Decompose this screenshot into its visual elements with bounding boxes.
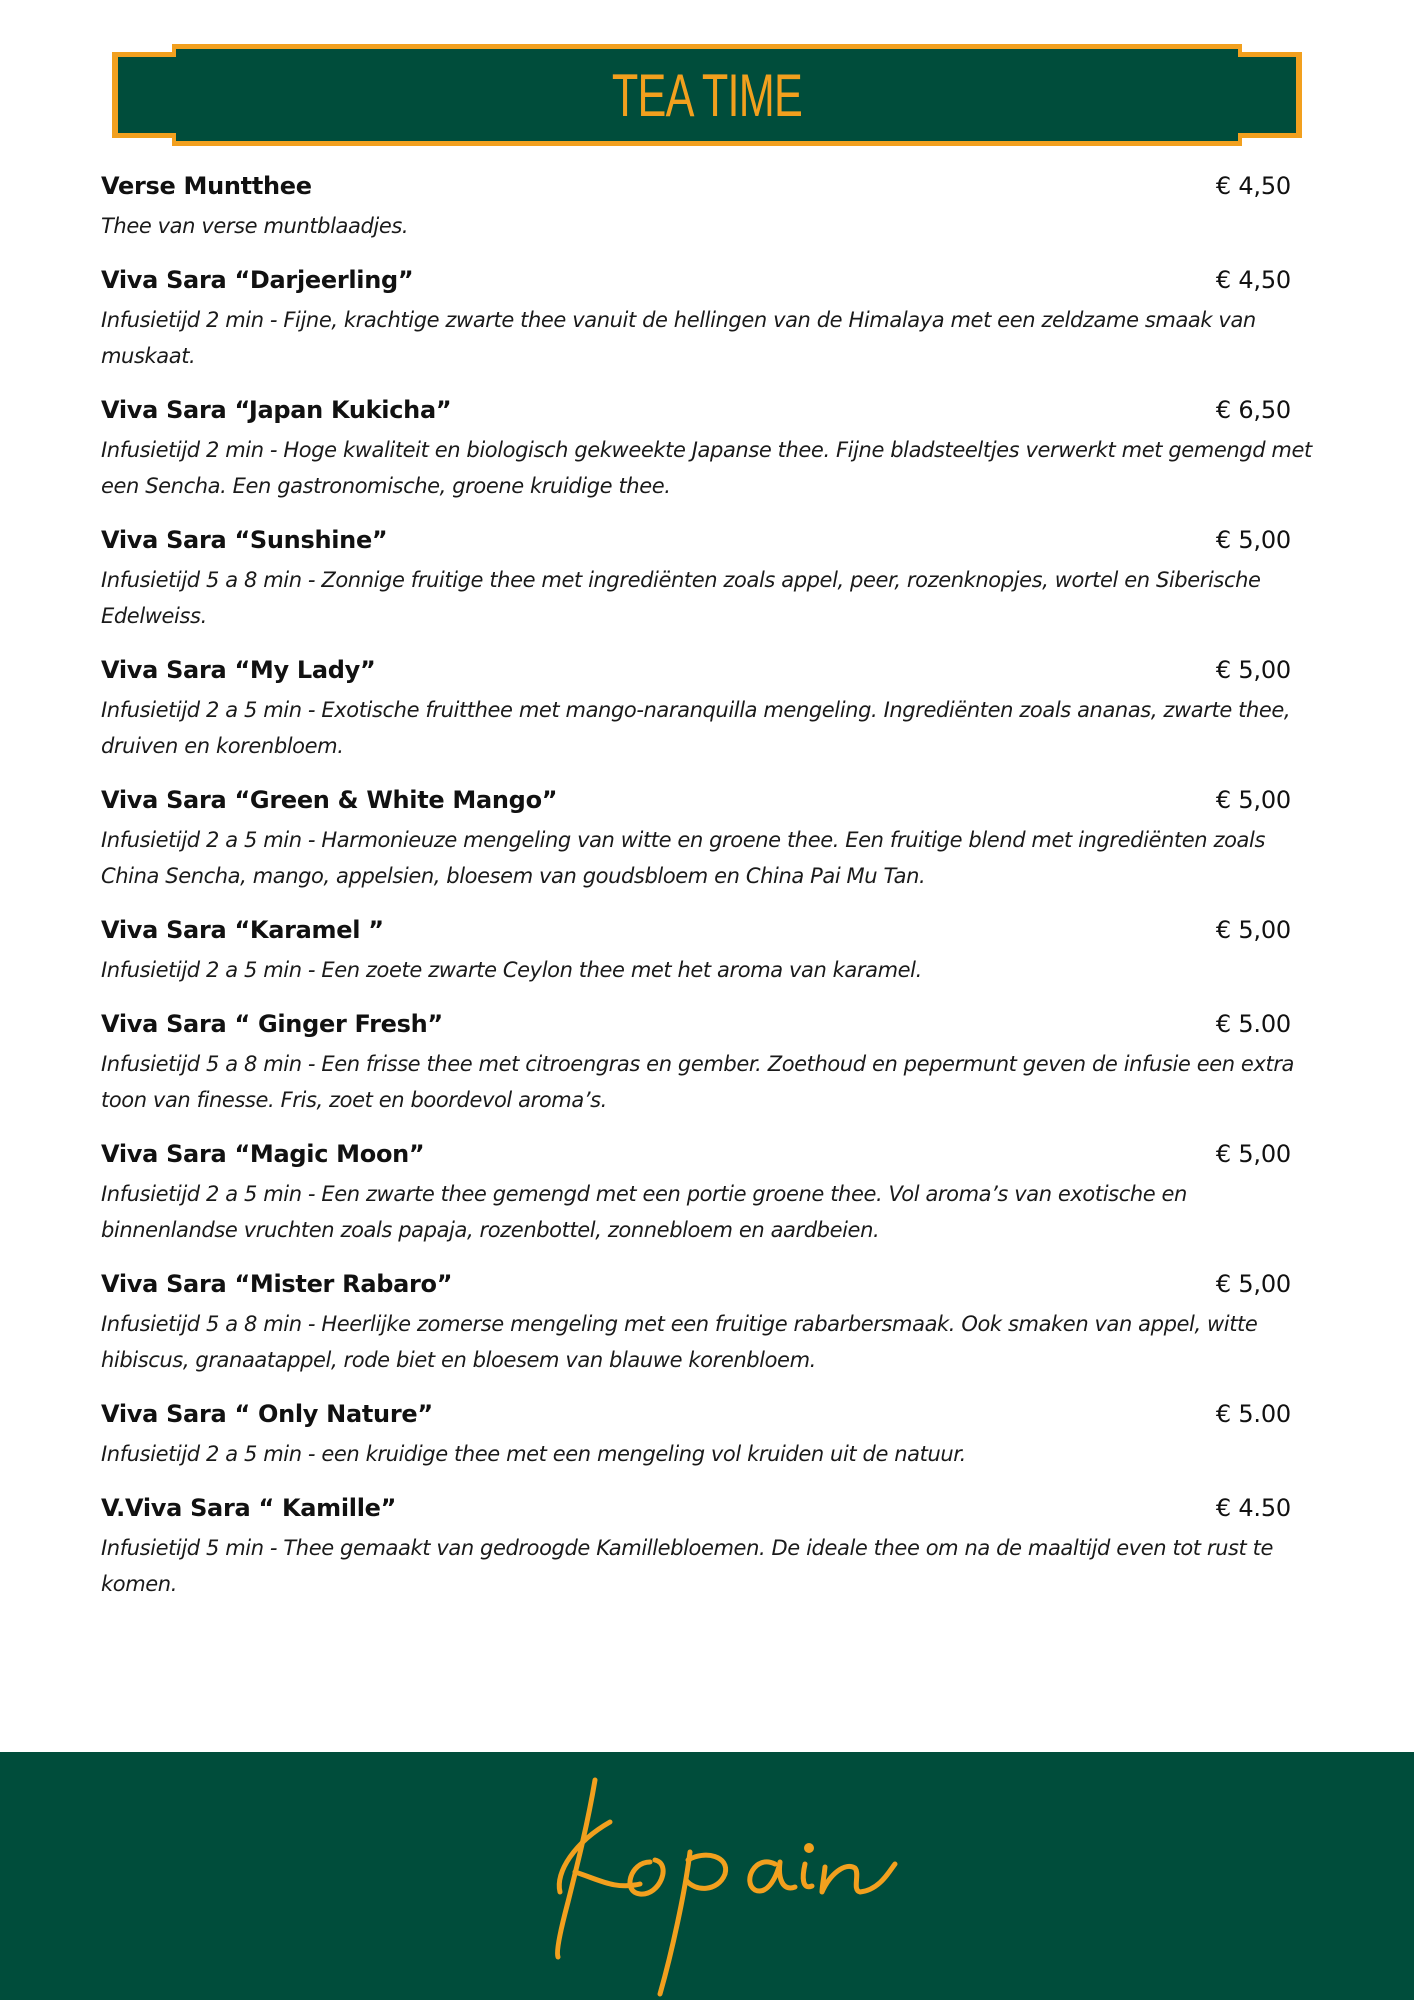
menu-item-price: € 5,00 — [1215, 786, 1291, 814]
menu-item-name: Viva Sara “Magic Moon” — [101, 1140, 425, 1168]
menu-item — [101, 266, 1321, 374]
menu-item — [101, 1010, 1321, 1118]
menu-item — [101, 526, 1321, 634]
menu-item-price: € 5,00 — [1215, 526, 1291, 554]
header-banner — [112, 44, 1302, 146]
menu-item-price: € 5.00 — [1215, 1400, 1291, 1428]
menu-item-header — [101, 1270, 1291, 1298]
menu-item — [101, 1494, 1321, 1602]
menu-item-header — [101, 1140, 1291, 1168]
menu-item-price: € 4,50 — [1215, 266, 1291, 294]
menu-item-header — [101, 916, 1291, 944]
menu-item-header — [101, 1494, 1291, 1522]
menu-item — [101, 1400, 1321, 1472]
menu-item-header — [101, 396, 1291, 424]
menu-item-description: Infusietijd 5 a 8 min - Zonnige fruitige thee met ingrediënten zoals appel, peer, rozenknopjes, wortel en Siberische Edelweiss. — [101, 568, 1261, 628]
menu-item-description: Infusietijd 2 a 5 min - een kruidige thee met een mengeling vol kruiden uit de natuur. — [101, 1442, 966, 1466]
menu-item-header — [101, 656, 1291, 684]
menu-item — [101, 1270, 1321, 1378]
menu-item-description: Infusietijd 5 min - Thee gemaakt van gedroogde Kamillebloemen. De ideale thee om na de maaltijd even tot rust te komen. — [101, 1536, 1274, 1596]
menu-item-name: Viva Sara “ Ginger Fresh” — [101, 1010, 443, 1038]
menu-item-description: Infusietijd 2 min - Fijne, krachtige zwarte thee vanuit de hellingen van de Himalaya met een zeldzame smaak van muskaat. — [101, 308, 1256, 368]
menu-item-name: Viva Sara “My Lady” — [101, 656, 376, 684]
menu-item-price: € 5,00 — [1215, 1140, 1291, 1168]
menu-item-price: € 5,00 — [1215, 1270, 1291, 1298]
menu-item-price: € 6,50 — [1215, 396, 1291, 424]
menu-item-name: V.Viva Sara “ Kamille” — [101, 1494, 397, 1522]
menu-item-description: Infusietijd 2 a 5 min - Exotische fruitthee met mango-naranquilla mengeling. Ingrediënten zoals ananas, zwarte thee, druiven en korenbloem. — [101, 698, 1291, 758]
page-title: TEA TIME — [611, 61, 803, 129]
menu-item-price: € 5.00 — [1215, 1010, 1291, 1038]
menu-item-description: Infusietijd 2 a 5 min - Harmonieuze mengeling van witte en groene thee. Een fruitige blend met ingrediënten zoals China Sencha, mango, appelsien, bloesem van goudsbloem en China Pai Mu Tan. — [101, 828, 1265, 888]
menu-item-header — [101, 1400, 1291, 1428]
menu-item-header — [101, 266, 1291, 294]
menu-item-name: Viva Sara “Green & White Mango” — [101, 786, 558, 814]
menu-item-price: € 5,00 — [1215, 656, 1291, 684]
menu-item-name: Viva Sara “Japan Kukicha” — [101, 396, 452, 424]
menu-item-description: Infusietijd 5 a 8 min - Heerlijke zomerse mengeling met een fruitige rabarbersmaak. Ook smaken van appel, witte hibiscus, granaatappel, rode biet en bloesem van blauwe korenbloem. — [101, 1312, 1258, 1372]
menu-item-price: € 5,00 — [1215, 916, 1291, 944]
menu-item-price: € 4.50 — [1215, 1494, 1291, 1522]
menu-item-name: Viva Sara “Darjeerling” — [101, 266, 414, 294]
menu-item — [101, 1140, 1321, 1248]
menu-item — [101, 916, 1321, 988]
menu-item-name: Viva Sara “ Only Nature” — [101, 1400, 433, 1428]
menu-item-header — [101, 786, 1291, 814]
menu-item — [101, 786, 1321, 894]
menu-item-price: € 4,50 — [1215, 172, 1291, 200]
menu-item-description: Infusietijd 2 a 5 min - Een zwarte thee gemengd met een portie groene thee. Vol aroma’s van exotische en binnenlandse vruchten zoals papaja, rozenbottel, zonnebloem en aardbeien. — [101, 1182, 1187, 1242]
menu-item-description: Infusietijd 2 a 5 min - Een zoete zwarte Ceylon thee met het aroma van karamel. — [101, 958, 922, 982]
menu-item-name: Viva Sara “Karamel ” — [101, 916, 384, 944]
menu-item-description: Infusietijd 2 min - Hoge kwaliteit en biologisch gekweekte Japanse thee. Fijne bladsteeltjes verwerkt met gemengd met een Sencha. Een gastronomische, groene kruidige thee. — [101, 438, 1312, 498]
menu-item — [101, 172, 1321, 244]
menu-item-name: Viva Sara “Sunshine” — [101, 526, 388, 554]
menu-item-description: Infusietijd 5 a 8 min - Een frisse thee met citroengras en gember. Zoethoud en pepermunt geven de infusie een extra toon van finesse. Fris, zoet en boordevol aroma’s. — [101, 1052, 1295, 1112]
menu-item-description: Thee van verse muntblaadjes. — [101, 214, 409, 238]
kopain-logo — [0, 1752, 1414, 2000]
menu-item-header — [101, 526, 1291, 554]
menu-item-header — [101, 172, 1291, 200]
menu-item-header — [101, 1010, 1291, 1038]
menu-item — [101, 396, 1321, 504]
menu-item-name: Viva Sara “Mister Rabaro” — [101, 1270, 453, 1298]
menu-item — [101, 656, 1321, 764]
footer-band — [0, 1752, 1414, 2000]
tea-menu-list — [101, 172, 1321, 1624]
menu-item-name: Verse Muntthee — [101, 172, 312, 200]
